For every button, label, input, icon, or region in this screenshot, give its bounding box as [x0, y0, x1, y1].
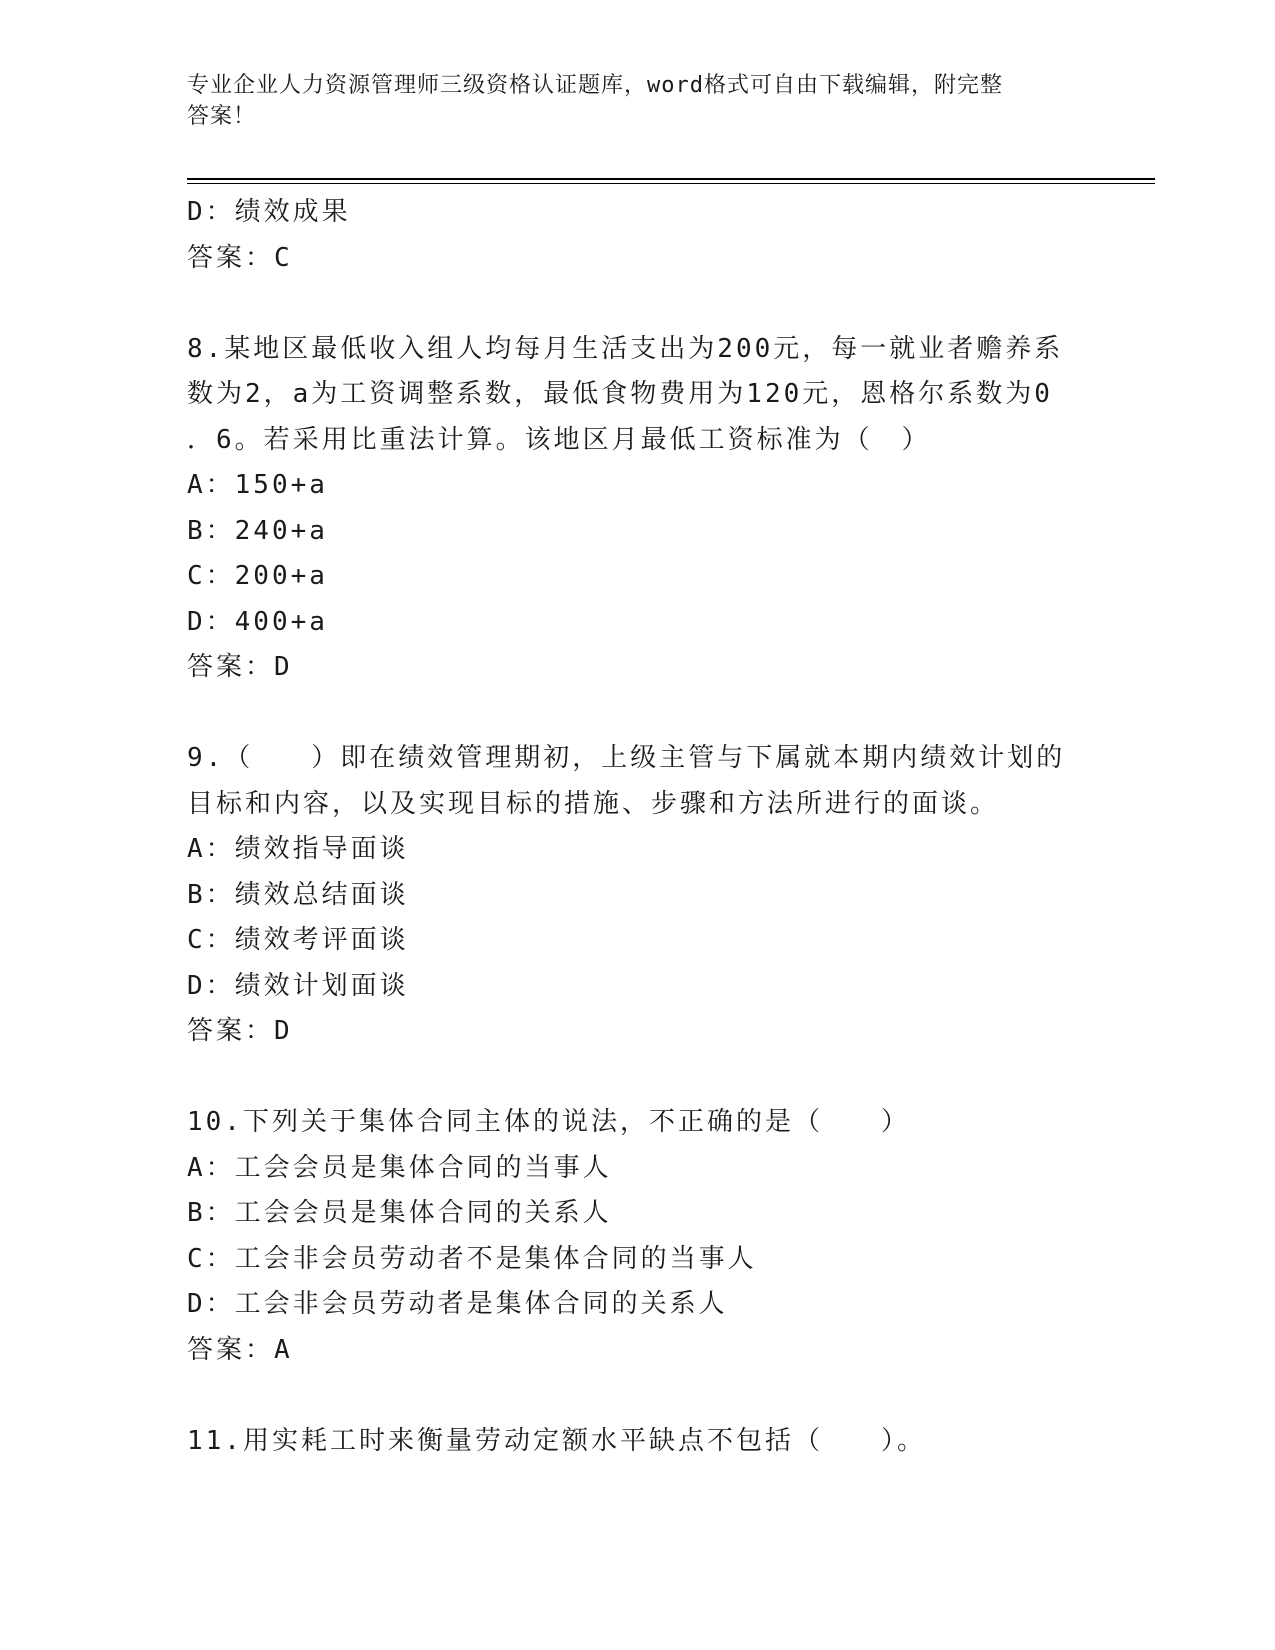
spacer — [187, 1055, 1087, 1101]
question-9 — [187, 736, 1087, 1055]
question-text: 10.下列关于集体合同主体的说法，不正确的是（ ） — [187, 1107, 910, 1137]
option-d: D：工会非会员劳动者是集体合同的关系人 — [187, 1289, 728, 1319]
header-line-2: 答案！ — [187, 104, 257, 129]
question-text: 11.用实耗工时来衡量劳动定额水平缺点不包括（ ）。 — [187, 1425, 926, 1456]
answer-line: 答案：D — [187, 652, 293, 682]
question-text: 8.某地区最低收入组人均每月生活支出为200元，每一就业者赡养系 — [187, 333, 1064, 364]
header-rule-thin — [187, 183, 1155, 184]
spacer — [187, 691, 1087, 737]
question-text: 数为2，a为工资调整系数，最低食物费用为120元，恩格尔系数为0 — [187, 379, 1053, 409]
question-text: 目标和内容，以及实现目标的措施、步骤和方法所进行的面谈。 — [187, 788, 1000, 819]
previous-question-tail — [187, 190, 1087, 281]
option-b: B：工会会员是集体合同的关系人 — [187, 1198, 612, 1228]
question-11 — [187, 1419, 1087, 1465]
option-d: D：绩效计划面谈 — [187, 970, 409, 1001]
spacer — [187, 281, 1087, 327]
page-header — [187, 70, 1067, 132]
option-c: C：绩效考评面谈 — [187, 925, 409, 955]
answer-line: 答案：C — [187, 242, 293, 273]
question-text: 9.（ ）即在绩效管理期初，上级主管与下属就本期内绩效计划的 — [187, 743, 1066, 773]
option-a: A：工会会员是集体合同的当事人 — [187, 1152, 612, 1183]
option-d: D：绩效成果 — [187, 197, 351, 227]
question-10 — [187, 1100, 1087, 1373]
option-c: C：工会非会员劳动者不是集体合同的当事人 — [187, 1243, 757, 1274]
answer-line: 答案：A — [187, 1334, 293, 1365]
question-8 — [187, 327, 1087, 691]
option-d: D：400+a — [187, 606, 328, 637]
answer-line: 答案：D — [187, 1016, 293, 1046]
header-line-1: 专业企业人力资源管理师三级资格认证题库，word格式可自由下载编辑，附完整 — [187, 73, 1003, 98]
option-c: C：200+a — [187, 561, 328, 591]
option-a: A：绩效指导面谈 — [187, 834, 409, 864]
question-content — [187, 190, 1087, 1464]
option-b: B：绩效总结面谈 — [187, 879, 409, 910]
question-text: ．6。若采用比重法计算。该地区月最低工资标准为（ ） — [187, 424, 931, 455]
option-a: A：150+a — [187, 470, 328, 500]
option-b: B：240+a — [187, 515, 328, 546]
header-rule-thick — [187, 178, 1155, 180]
spacer — [187, 1373, 1087, 1419]
